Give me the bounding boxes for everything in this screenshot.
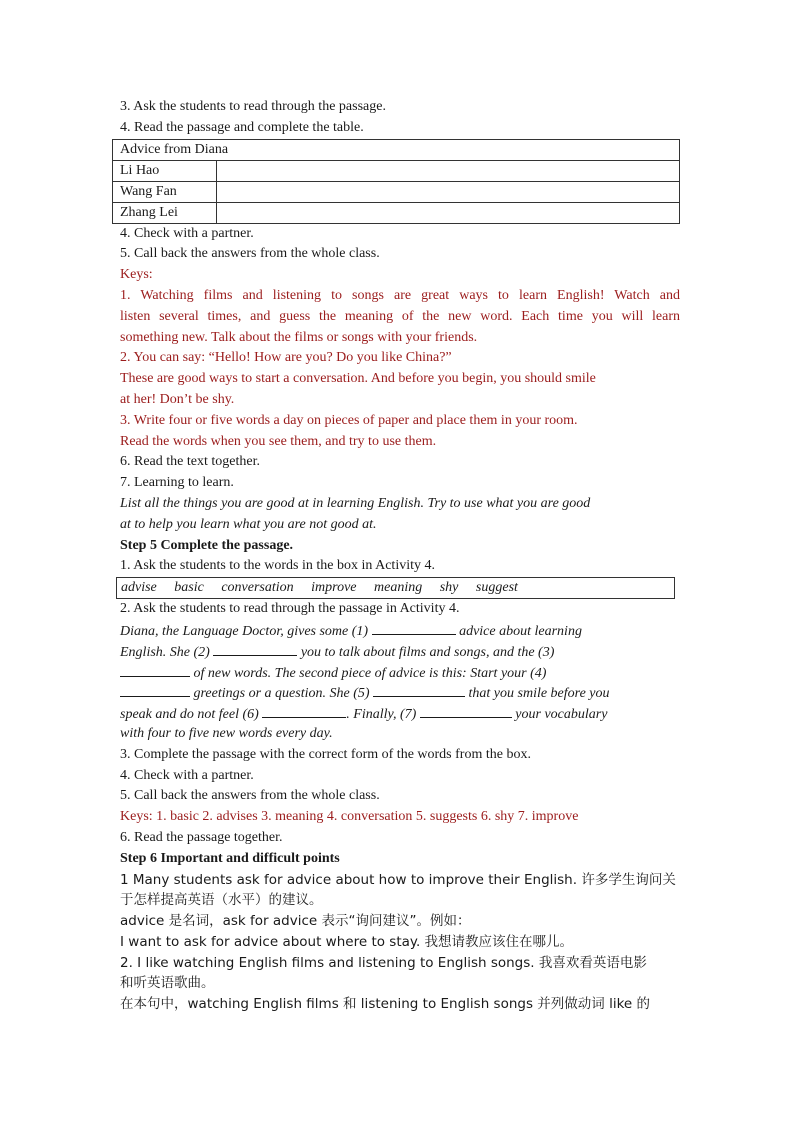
passage-text: you to talk about films and songs, and the (3) <box>300 644 555 660</box>
answer-blank[interactable] <box>120 682 190 697</box>
table-cell-name: Wang Fan <box>113 181 217 202</box>
answer-blank[interactable] <box>420 703 512 718</box>
passage-text: English. She (2) <box>120 644 210 660</box>
key-text: at her! Don’t be shy. <box>120 391 235 407</box>
answer-keys: Keys: 1. basic 2. advises 3. meaning 4. conversation 5. suggests 6. shy 7. improve <box>120 809 579 825</box>
point-text: 在本句中，watching English films 和 listening to English songs 并列做动词 like 的 <box>120 996 651 1013</box>
passage-text: that you smile before you <box>468 686 610 702</box>
passage-text: Diana, the Language Doctor, gives some (1) <box>120 623 369 639</box>
word-item: conversation <box>221 580 294 596</box>
passage-line <box>120 641 680 662</box>
answer-blank[interactable] <box>373 682 465 697</box>
task-text: List all the things you are good at in learning English. Try to use what you are good <box>120 495 591 511</box>
step-heading: Step 5 Complete the passage. <box>120 537 294 553</box>
table-cell-empty[interactable] <box>217 160 680 181</box>
key-text: Read the words when you see them, and try to use them. <box>120 433 437 449</box>
instruction-line: 4. Read the passage and complete the table. <box>120 119 364 135</box>
instruction-line: 1. Ask the students to the words in the box in Activity 4. <box>120 558 435 574</box>
point-text: advice 是名词，ask for advice 表示“询问建议”。例如： <box>120 913 471 930</box>
passage-text: . Finally, (7) <box>346 707 417 723</box>
step-heading: Step 6 Important and difficult points <box>120 850 340 866</box>
passage-line <box>120 662 680 683</box>
keys-title: Keys: <box>120 267 153 283</box>
word-item: suggest <box>475 580 518 596</box>
word-box <box>116 577 675 599</box>
key-text: 1. Watching films and listening to songs are great ways to learn English! Watch and <box>120 287 680 303</box>
table-header: Advice from Diana <box>113 139 680 160</box>
instruction-line: 6. Read the text together. <box>120 454 260 470</box>
table-cell-empty[interactable] <box>217 202 680 223</box>
word-item: advise <box>121 580 157 596</box>
passage-line <box>120 620 680 641</box>
answer-blank[interactable] <box>120 662 190 677</box>
word-item: improve <box>311 580 357 596</box>
point-text: 2. I like watching English films and listening to English songs. 我喜欢看英语电影 <box>120 954 647 971</box>
passage-text: greetings or a question. She (5) <box>193 686 370 702</box>
point-text: 1 Many students ask for advice about how to improve their English. 许多学生询问关 <box>120 871 676 888</box>
passage-line <box>120 703 680 724</box>
instruction-line: 3. Complete the passage with the correct form of the words from the box. <box>120 746 531 762</box>
instruction-line: 2. Ask the students to read through the passage in Activity 4. <box>120 601 460 617</box>
table-cell-empty[interactable] <box>217 181 680 202</box>
word-item: basic <box>174 580 204 596</box>
point-text: 于怎样提高英语（水平）的建议。 <box>120 892 323 909</box>
passage-text: advice about learning <box>459 623 582 639</box>
answer-blank[interactable] <box>372 620 456 635</box>
key-text: 2. You can say: “Hello! How are you? Do you like China?” <box>120 350 452 366</box>
answer-blank[interactable] <box>262 703 346 718</box>
instruction-line: 7. Learning to learn. <box>120 475 234 491</box>
point-text: I want to ask for advice about where to stay. 我想请教应该住在哪儿。 <box>120 933 574 950</box>
instruction-line: 3. Ask the students to read through the passage. <box>120 99 386 114</box>
word-item: meaning <box>374 580 423 596</box>
instruction-line: 5. Call back the answers from the whole class. <box>120 788 380 804</box>
document-page <box>120 97 680 1015</box>
table-cell-name: Li Hao <box>113 160 217 181</box>
passage-line: with four to five new words every day. <box>120 725 333 741</box>
answer-blank[interactable] <box>213 641 297 656</box>
table-row <box>113 160 680 181</box>
table-cell-name: Zhang Lei <box>113 202 217 223</box>
passage-text: of new words. The second piece of advice is this: Start your (4) <box>193 665 547 681</box>
instruction-line: 4. Check with a partner. <box>120 767 254 783</box>
task-text: at to help you learn what you are not good at. <box>120 516 377 532</box>
point-text: 和听英语歌曲。 <box>120 975 215 992</box>
key-text: listen several times, and guess the meaning of the new word. Each time you will learn <box>120 308 680 324</box>
passage-line <box>120 682 680 703</box>
advice-table <box>112 139 680 224</box>
table-row <box>113 181 680 202</box>
key-text: something new. Talk about the films or songs with your friends. <box>120 329 478 345</box>
instruction-line: 5. Call back the answers from the whole class. <box>120 246 380 262</box>
table-row <box>113 202 680 223</box>
instruction-line: 6. Read the passage together. <box>120 829 283 845</box>
instruction-line: 4. Check with a partner. <box>120 225 254 241</box>
key-text: 3. Write four or five words a day on pieces of paper and place them in your room. <box>120 412 578 428</box>
word-item: shy <box>439 580 459 596</box>
passage-text: speak and do not feel (6) <box>120 707 259 723</box>
key-text: These are good ways to start a conversation. And before you begin, you should smile <box>120 371 596 387</box>
passage-text: your vocabulary <box>515 707 608 723</box>
